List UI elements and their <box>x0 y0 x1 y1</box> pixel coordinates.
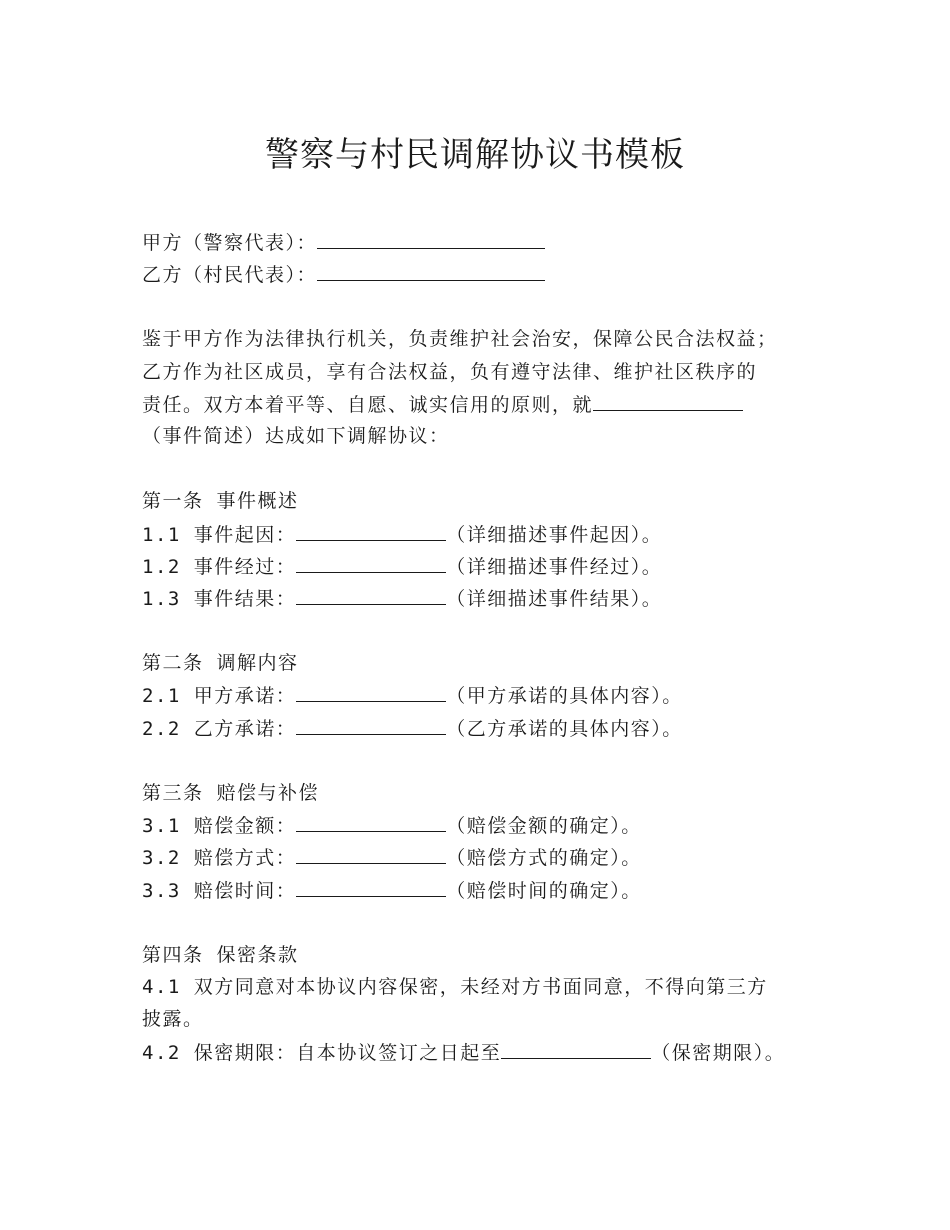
clause-note: （乙方承诺的具体内容）。 <box>446 717 683 740</box>
clause-label: 3.2 赔偿方式： <box>142 847 297 870</box>
document-body <box>142 226 842 1068</box>
clause-3-1 <box>142 809 842 841</box>
clause-4-1-line-1: 4.1 双方同意对本协议内容保密，未经对方书面同意，不得向第三方 <box>142 975 768 998</box>
clause-1-2 <box>142 550 842 582</box>
spacer <box>142 906 842 938</box>
clause-note: （赔偿方式的确定）。 <box>446 847 642 870</box>
preamble-line-2: 乙方作为社区成员，享有合法权益，负有遵守法律、维护社区秩序的 <box>142 360 758 383</box>
clause-note: （甲方承诺的具体内容）。 <box>446 685 683 708</box>
clause-blank[interactable] <box>296 550 446 573</box>
spacer <box>142 291 842 323</box>
clause-1-3 <box>142 582 842 614</box>
party-b-blank[interactable] <box>317 258 545 281</box>
section-1-heading: 第一条 事件概述 <box>142 490 299 513</box>
preamble-line-3-text: 责任。双方本着平等、自愿、诚实信用的原则，就 <box>142 393 594 416</box>
clause-note: （详细描述事件经过）。 <box>446 555 663 578</box>
spacer <box>142 615 842 647</box>
clause-3-3 <box>142 874 842 906</box>
clause-4-2 <box>142 1036 842 1068</box>
spacer <box>142 744 842 776</box>
clause-label: 2.1 甲方承诺： <box>142 685 297 708</box>
clause-label: 1.2 事件经过： <box>142 555 297 578</box>
party-a-label: 甲方（警察代表）： <box>142 232 318 254</box>
party-b-label: 乙方（村民代表）： <box>142 264 318 287</box>
clause-blank[interactable] <box>296 518 446 541</box>
section-3-heading: 第三条 赔偿与补偿 <box>142 781 319 804</box>
preamble-line-1: 鉴于甲方作为法律执行机关，负责维护社会治安，保障公民合法权益； <box>142 328 778 351</box>
clause-3-2 <box>142 841 842 873</box>
clause-2-1 <box>142 679 842 711</box>
clause-blank[interactable] <box>296 874 446 897</box>
clause-label: 4.2 保密期限：自本协议签订之日起至 <box>142 1041 502 1064</box>
party-a-blank[interactable] <box>317 226 545 249</box>
clause-label: 3.3 赔偿时间： <box>142 879 297 902</box>
clause-note: （赔偿金额的确定）。 <box>446 815 642 838</box>
clause-blank[interactable] <box>296 841 446 864</box>
party-b-line <box>142 258 842 290</box>
clause-blank[interactable] <box>296 712 446 735</box>
clause-blank[interactable] <box>296 809 446 832</box>
clause-note: （保密期限）。 <box>651 1041 786 1064</box>
clause-note: （详细描述事件起因）。 <box>446 523 663 546</box>
section-2-heading: 第二条 调解内容 <box>142 652 299 675</box>
clause-note: （赔偿时间的确定）。 <box>446 879 642 902</box>
spacer <box>142 453 842 485</box>
party-a-line <box>142 226 842 258</box>
clause-label: 3.1 赔偿金额： <box>142 815 297 838</box>
event-summary-blank[interactable] <box>593 388 743 411</box>
clause-blank[interactable] <box>296 582 446 605</box>
clause-blank[interactable] <box>296 679 446 702</box>
section-4-heading: 第四条 保密条款 <box>142 943 299 966</box>
clause-label: 1.1 事件起因： <box>142 523 297 546</box>
document-title: 警察与村民调解协议书模板 <box>265 135 685 175</box>
clause-blank[interactable] <box>501 1036 651 1059</box>
clause-2-2 <box>142 712 842 744</box>
clause-label: 2.2 乙方承诺： <box>142 717 297 740</box>
preamble-line-4: （事件简述）达成如下调解协议： <box>142 425 450 448</box>
clause-note: （详细描述事件结果）。 <box>446 588 663 611</box>
preamble-line-3 <box>142 388 842 420</box>
clause-4-1-line-2: 披露。 <box>142 1008 204 1031</box>
clause-1-1 <box>142 518 842 550</box>
clause-label: 1.3 事件结果： <box>142 588 297 611</box>
